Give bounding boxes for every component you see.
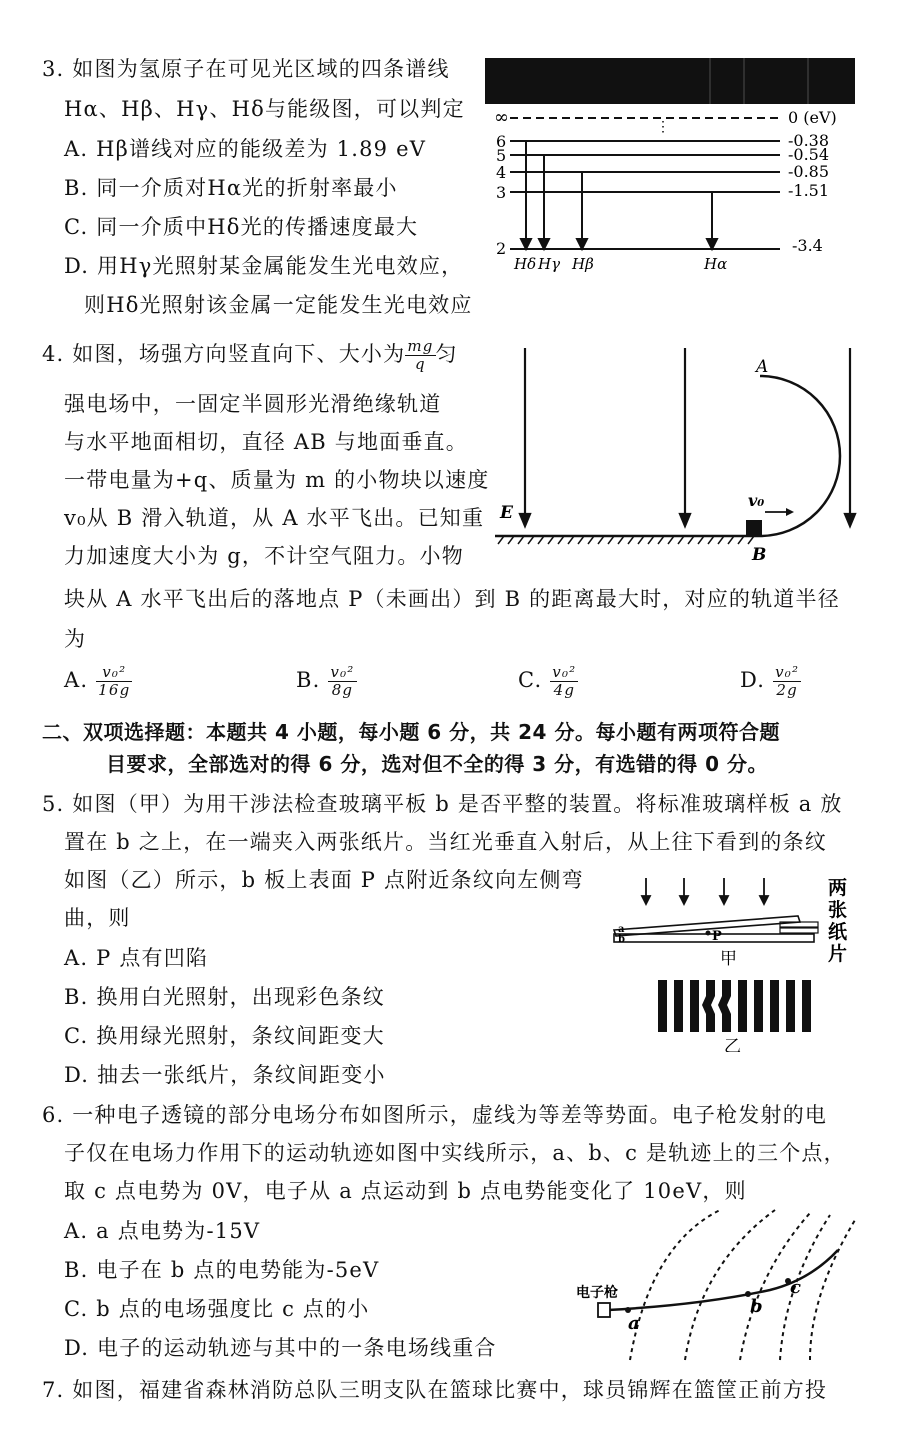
plate-b-label: b	[618, 934, 625, 945]
q4-stem-line2: 强电场中，一固定半圆形光滑绝缘轨道	[64, 392, 442, 416]
level-energy-label: -0.85	[788, 162, 830, 181]
q4-stem-line5: v₀从 B 滑入轨道，从 A 水平飞出。已知重	[64, 506, 485, 530]
level-n-label: 3	[496, 183, 507, 202]
velocity-label: v₀	[748, 491, 765, 510]
spectrum-bar	[485, 58, 855, 104]
q5-stem-line4: 曲，则	[64, 906, 131, 930]
level-n-label: 2	[496, 239, 507, 258]
q3-option-c: C. 同一介质中Hδ光的传播速度最大	[64, 215, 419, 239]
level-energy-label: -3.4	[792, 236, 823, 255]
q6-option-d: D. 电子的运动轨迹与其中的一条电场线重合	[64, 1336, 497, 1360]
q3-stem-line2: Hα、Hβ、Hγ、Hδ与能级图，可以判定	[64, 97, 465, 121]
q4-stem-line6: 力加速度大小为 g，不计空气阻力。小物	[64, 544, 464, 568]
point-b-label: b	[750, 1296, 763, 1317]
q4-stem-line8: 为	[64, 627, 87, 651]
level-n-label: 6	[496, 132, 507, 151]
q6-option-a: A. a 点电势为-15V	[64, 1219, 261, 1243]
q4-stem-text: 匀	[435, 342, 458, 366]
field-e-label: E	[500, 503, 513, 523]
level-n-label: 4	[496, 163, 507, 182]
q4-option-b: B. $\frac{\text{v₀²}}{8g}$	[296, 663, 355, 699]
point-c-label: c	[790, 1277, 801, 1298]
spectral-line-label: Hγ	[538, 255, 561, 273]
fringe-pattern	[658, 980, 811, 1032]
yi-label: 乙	[724, 1037, 741, 1052]
point-a-label: A	[756, 357, 769, 377]
q4-option-a: A. $\frac{\text{v₀²}}{16g}$	[64, 663, 131, 699]
q4-stem-line4: 一带电量为+q、质量为 m 的小物块以速度	[64, 468, 490, 492]
paper-label: 两	[828, 877, 848, 899]
interference-figure	[608, 872, 878, 1052]
q5-option-d: D. 抽去一张纸片，条纹间距变小	[64, 1063, 386, 1087]
jia-label: 甲	[720, 949, 737, 969]
q4-option-d: D. $\frac{\text{v₀²}}{2g}$	[740, 663, 800, 699]
q6-option-c: C. b 点的电场强度比 c 点的小	[64, 1297, 370, 1321]
q3-option-a: A. Hβ谱线对应的能级差为 1.89 eV	[64, 137, 427, 161]
q5-option-c: C. 换用绿光照射，条纹间距变大	[64, 1024, 385, 1048]
level-energy-label: 0 (eV)	[788, 108, 837, 127]
spectral-line-label: Hα	[704, 255, 728, 273]
q6-stem-line2: 子仅在电场力作用下的运动轨迹如图中实线所示，a、b、c 是轨迹上的三个点，	[64, 1141, 846, 1165]
q5-stem-line3: 如图（乙）所示，b 板上表面 P 点附近条纹向左侧弯	[64, 868, 584, 892]
q5-stem-line1: 5. 如图（甲）为用干涉法检查玻璃平板 b 是否平整的装置。将标准玻璃样板 a 放	[42, 792, 843, 816]
level-energy-label: -0.38	[788, 131, 830, 150]
level-n-label: 5	[496, 146, 507, 165]
electron-gun	[598, 1303, 610, 1317]
q4-stem-line1	[42, 338, 458, 373]
point-p-label: P	[712, 929, 722, 944]
spectral-line-label: Hβ	[572, 255, 594, 273]
q4-stem-line3: 与水平地面相切，直径 AB 与地面垂直。	[64, 430, 468, 454]
level-energy-label: -1.51	[788, 181, 830, 200]
q3-option-d-line1: D. 用Hγ光照射某金属能发生光电效应，	[64, 254, 464, 278]
plate-a-label: a	[618, 924, 625, 935]
paper-label: 片	[828, 943, 848, 965]
q5-option-b: B. 换用白光照射，出现彩色条纹	[64, 985, 385, 1009]
block	[746, 520, 762, 536]
q6-stem-line1: 6. 一种电子透镜的部分电场分布如图所示，虚线为等差等势面。电子枪发射的电	[42, 1103, 828, 1127]
semicircle-track-figure	[490, 340, 870, 570]
level-energy-label: -0.54	[788, 145, 830, 164]
spectral-line-label: Hδ	[514, 255, 537, 273]
svg-text:⋮: ⋮	[656, 119, 670, 135]
paper-label: 张	[828, 899, 848, 921]
q6-stem-line3: 取 c 点电势为 0V，电子从 a 点运动到 b 点电势能变化了 10eV，则	[64, 1179, 747, 1203]
point-a-label: a	[628, 1313, 640, 1334]
electron-trajectory	[608, 1250, 838, 1310]
q4-stem-line7: 块从 A 水平飞出后的落地点 P（未画出）到 B 的距离最大时，对应的轨道半径	[64, 587, 840, 611]
q7-stem-line1: 7. 如图，福建省森林消防总队三明支队在篮球比赛中，球员锦辉在篮筐正前方投	[42, 1378, 828, 1402]
energy-level-figure	[480, 55, 860, 280]
electron-lens-figure	[570, 1205, 870, 1365]
section2-heading-line2: 目要求，全部选对的得 6 分，选对但不全的得 3 分，有选错的得 0 分。	[106, 752, 769, 776]
q4-option-c: C. $\frac{\text{v₀²}}{4g}$	[518, 663, 577, 699]
section2-heading-line1: 二、双项选择题：本题共 4 小题，每小题 6 分，共 24 分。每小题有两项符合题	[42, 720, 780, 744]
q3-option-d-line2: 则Hδ光照射该金属一定能发生光电效应	[84, 293, 473, 317]
point-b-label: B	[752, 545, 767, 565]
equipotential-lines	[630, 1210, 855, 1360]
q5-option-a: A. P 点有凹陷	[64, 946, 209, 970]
level-n-label: ∞	[494, 107, 509, 128]
q4-stem-text: 4. 如图，场强方向竖直向下、大小为	[42, 342, 406, 366]
q6-option-b: B. 电子在 b 点的电势能为-5eV	[64, 1258, 380, 1282]
gun-label: 电子枪	[576, 1285, 618, 1301]
paper-label: 纸	[828, 921, 848, 943]
q5-stem-line2: 置在 b 之上，在一端夹入两张纸片。当红光垂直入射后，从上往下看到的条纹	[64, 830, 827, 854]
q3-option-b: B. 同一介质对Hα光的折射率最小	[64, 176, 398, 200]
q3-stem-line1: 3. 如图为氢原子在可见光区域的四条谱线	[42, 57, 450, 81]
field-strength-fraction: $\frac{mg}{q}$	[407, 337, 434, 373]
